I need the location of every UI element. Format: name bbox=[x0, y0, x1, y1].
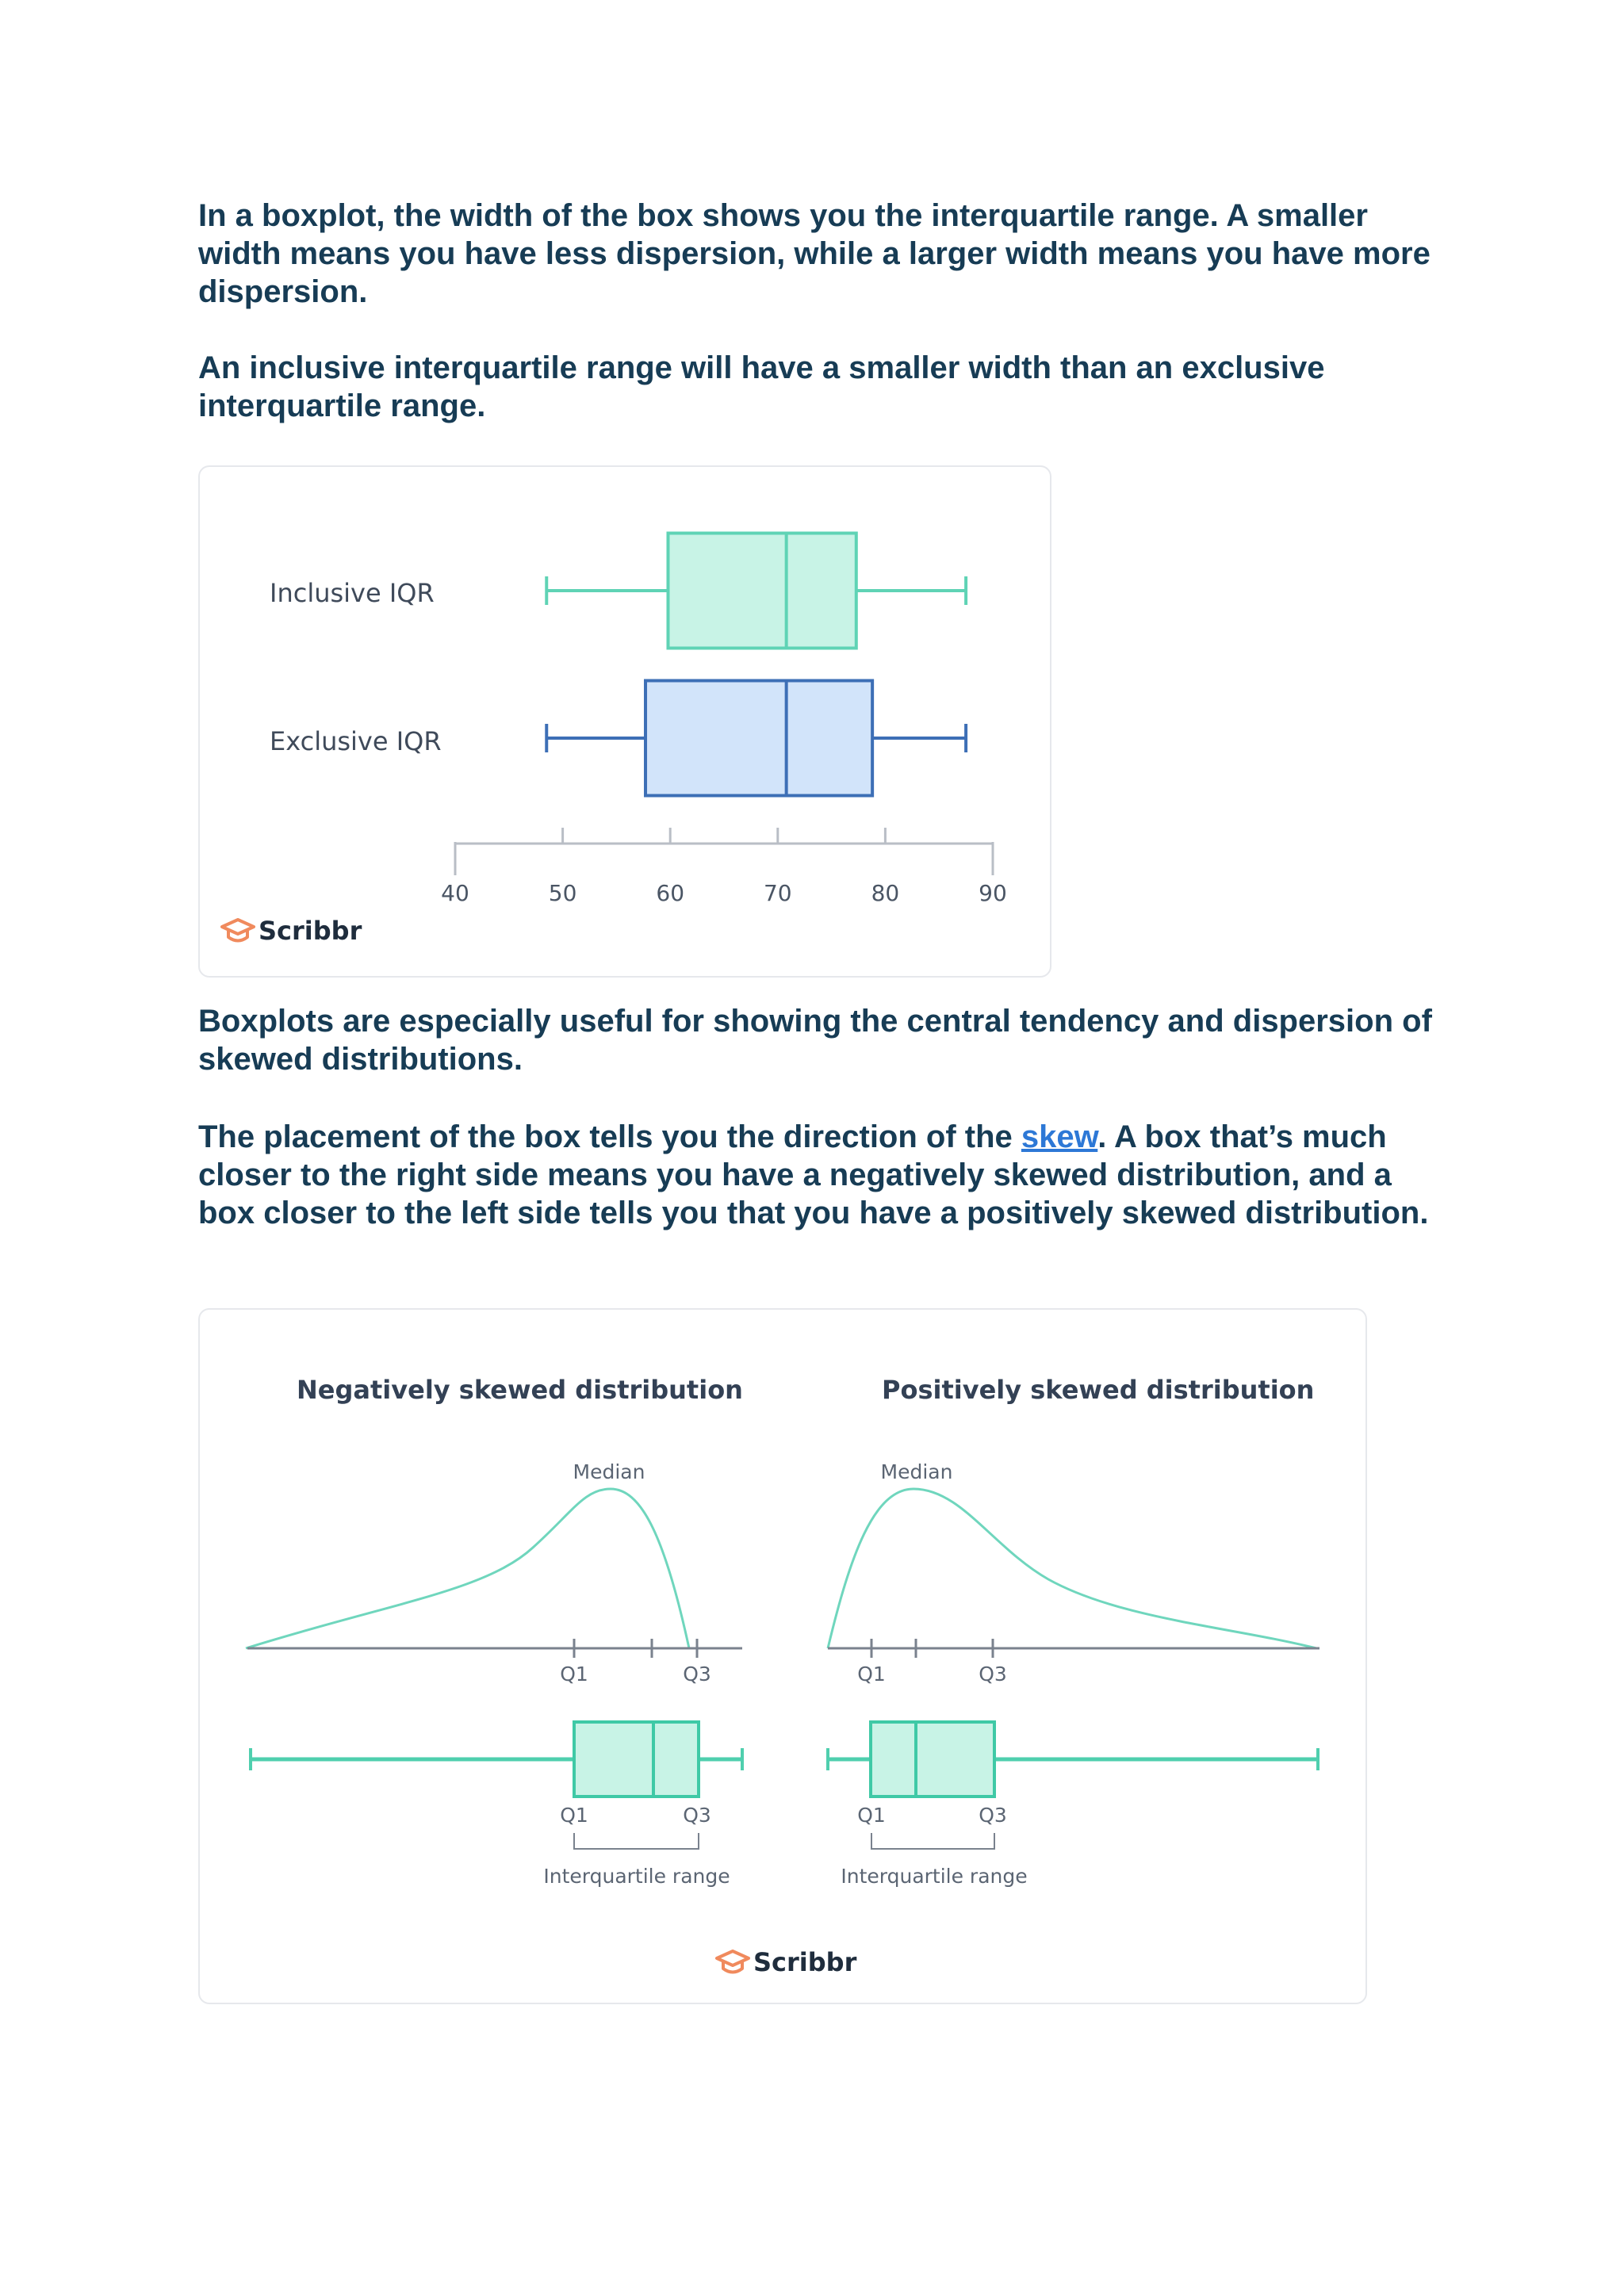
iqr-box-positive bbox=[871, 1722, 994, 1797]
x-tick-label: 60 bbox=[656, 880, 685, 906]
row-label-inclusive: Inclusive IQR bbox=[270, 578, 435, 608]
iqr-bracket-positive bbox=[871, 1833, 994, 1849]
iqr-label-negative: Interquartile range bbox=[543, 1865, 730, 1888]
skew-link[interactable]: skew bbox=[1021, 1119, 1098, 1154]
x-tick-label: 90 bbox=[979, 880, 1007, 906]
panel-title-negative: Negatively skewed distribution bbox=[297, 1375, 743, 1405]
q1-box-label-positive: Q1 bbox=[857, 1804, 886, 1827]
iqr-box-exclusive bbox=[645, 681, 872, 796]
x-axis bbox=[441, 828, 1007, 906]
median-label-negative: Median bbox=[573, 1460, 645, 1483]
paragraph-boxplot-width: In a boxplot, the width of the box shows you the interquartile range. A smaller width means you have less dispersion, while a larger width means you have more dispersion. bbox=[198, 198, 1431, 309]
placement-text-end: . A box that’s much closer to the right side means you have a negatively skewed distribution, and a box closer to the left side tells you that you have a positively skewed distribution. bbox=[198, 1119, 1429, 1230]
iqr-box-negative bbox=[574, 1722, 699, 1797]
brand-name: Scribbr bbox=[259, 916, 362, 946]
iqr-label-positive: Interquartile range bbox=[841, 1865, 1028, 1888]
paragraph-box-placement bbox=[198, 1118, 1443, 1232]
scribbr-logo bbox=[222, 916, 362, 946]
median-label-positive: Median bbox=[880, 1460, 953, 1483]
scribbr-logo bbox=[717, 1947, 857, 1977]
placement-text-start: The placement of the box tells you the direction of the bbox=[198, 1119, 1021, 1154]
graduation-cap-icon bbox=[717, 1951, 749, 1973]
positive-skew-curve bbox=[828, 1489, 1316, 1648]
iqr-bracket-negative bbox=[574, 1833, 699, 1849]
x-tick-label: 50 bbox=[548, 880, 577, 906]
panel-positive-skew bbox=[828, 1375, 1320, 1888]
boxplot-marks bbox=[546, 534, 966, 796]
paragraph-inclusive-exclusive: An inclusive interquartile range will have a smaller width than an exclusive interquartile range. bbox=[198, 350, 1325, 423]
q3-axis-label-negative: Q3 bbox=[683, 1663, 711, 1686]
x-tick-label: 40 bbox=[441, 880, 469, 906]
panel-title-positive: Positively skewed distribution bbox=[882, 1375, 1315, 1405]
brand-name: Scribbr bbox=[753, 1947, 857, 1977]
q1-axis-label-negative: Q1 bbox=[560, 1663, 588, 1686]
iqr-boxplot-chart bbox=[200, 467, 1050, 976]
iqr-boxplot-figure bbox=[198, 465, 1051, 978]
paragraph-skewed-usefulness: Boxplots are especially useful for showing the central tendency and dispersion of skewed distributions. bbox=[198, 1004, 1432, 1077]
q3-axis-label-positive: Q3 bbox=[979, 1663, 1007, 1686]
negative-skew-curve bbox=[246, 1489, 689, 1648]
skew-diagram bbox=[200, 1310, 1365, 2003]
panel-negative-skew bbox=[246, 1375, 743, 1888]
q3-box-label-positive: Q3 bbox=[979, 1804, 1007, 1827]
q3-box-label-negative: Q3 bbox=[683, 1804, 711, 1827]
x-tick-label: 80 bbox=[871, 880, 900, 906]
x-tick-label: 70 bbox=[763, 880, 792, 906]
graduation-cap-icon bbox=[222, 920, 254, 941]
iqr-box-inclusive bbox=[668, 534, 856, 649]
q1-axis-label-positive: Q1 bbox=[857, 1663, 886, 1686]
q1-box-label-negative: Q1 bbox=[560, 1804, 588, 1827]
row-label-exclusive: Exclusive IQR bbox=[270, 726, 442, 756]
skewed-distributions-figure bbox=[198, 1308, 1367, 2004]
